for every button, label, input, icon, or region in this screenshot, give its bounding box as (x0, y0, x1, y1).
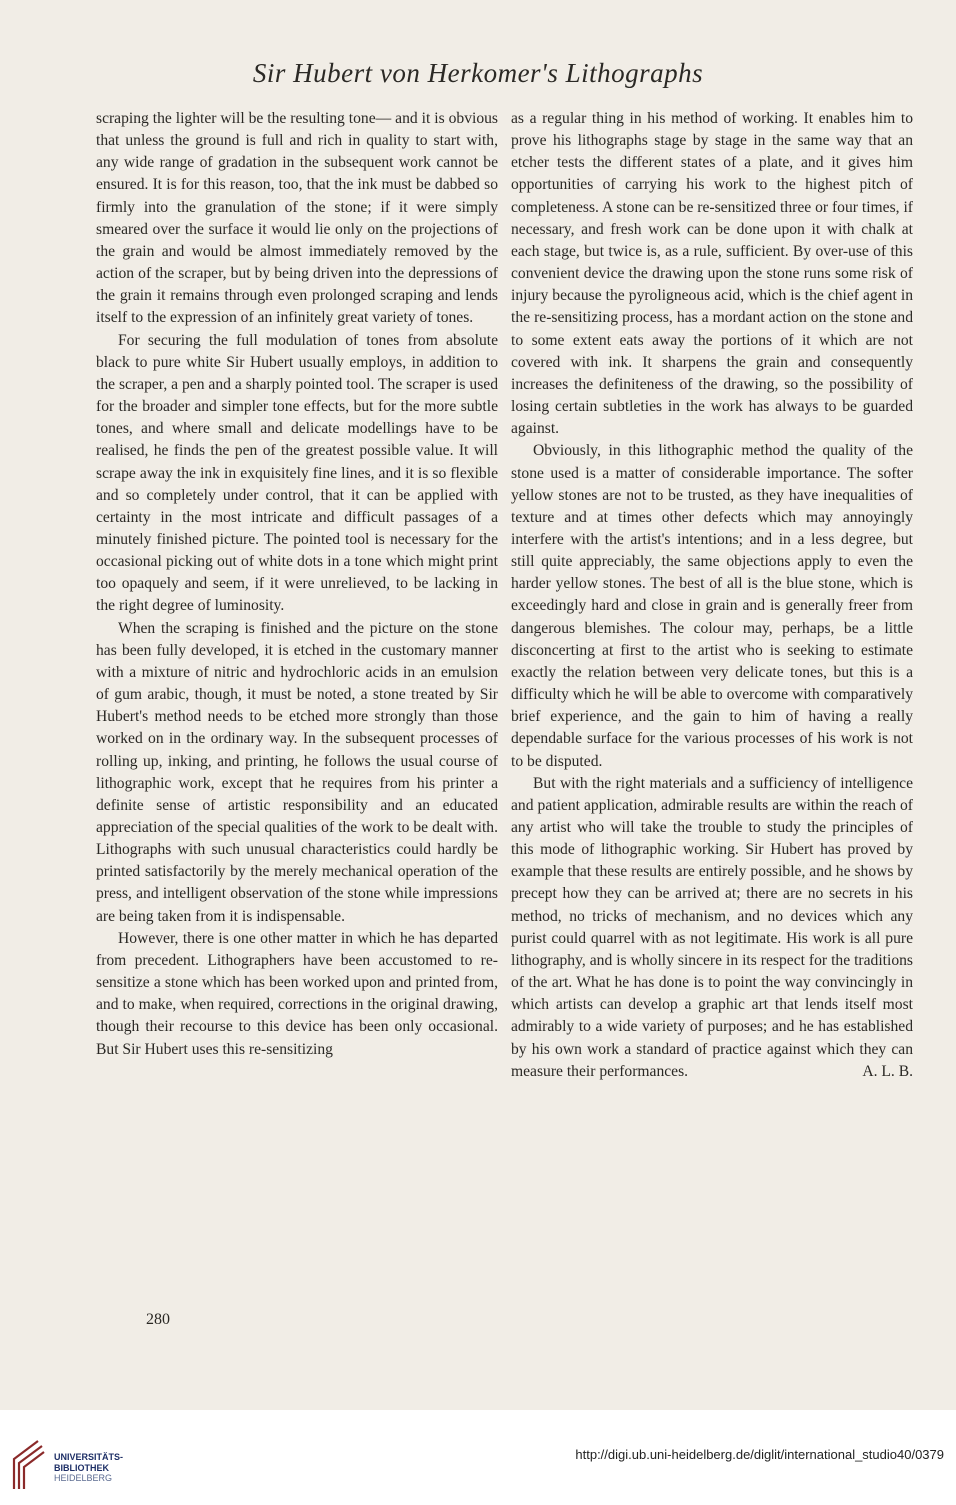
library-name-line: BIBLIOTHEK (54, 1462, 109, 1473)
library-name-line: UNIVERSITÄTS- (54, 1452, 124, 1462)
paragraph: For securing the full modulation of tones from absolute black to pure white Sir Hubert usually employs, in addition to the scraper, a pen and a sharply pointed tool. The scraper is used for the broader and simpler tone effects, but for the more subtle tones, and where small and delicate modellings have to be realised, he finds the pen of the greatest possible value. It will scrape away the ink in exquisitely fine lines, and it is so flexible and so completely under control, that it can be applied with certainty in the most intricate and difficult passages of a minutely finished picture. The pointed tool is necessary for the occasional picking out of white dots in a tone which might print too opaquely and seem, if it were unrelieved, to be lacking in the right degree of luminosity. (96, 331, 498, 615)
paragraph (511, 773, 913, 1083)
paragraph: scraping the lighter will be the resulting tone— and it is obvious that unless the ground is full and rich in quality to start with, any wide range of gradation in the subsequent work cannot be ensured. It is for this reason, too, that the ink must be dabbed so firmly into the granulation of the stone; if it were simply smeared over the surface it would lie only on the projections of the grain and would be almost immediately removed by the action of the scraper, but by being driven into the depressions of the grain it remains through even prolonged scraping and lends itself to the expression of an infinitely great variety of tones. (96, 110, 498, 327)
source-url-link[interactable]: http://digi.ub.uni-heidelberg.de/diglit/international_studio40/0379 (575, 1447, 944, 1462)
author-signature: A. L. B. (862, 1062, 913, 1080)
library-name-line: HEIDELBERG (54, 1473, 113, 1483)
paragraph-text: But with the right materials and a sufficiency of intelligence and patient application, admirable results are within the reach of any artist who will take the trouble to study the principles of this mode of lithographic working. Sir Hubert has proved by example that these results are entirely possible, and he shows by precept how they can be arrived at; there are no secrets in his method, no tricks of mechanism, and no devices which any purist could quarrel with as not legitimate. His work is all pure lithography, and is wholly sincere in its respect for the traditions of the art. What he has done is to point the way convincingly in which artists can develop a graphic art that lends itself most admirably to a wide variety of purposes; and he has established by his own work a standard of practice against which they can measure their performances. (511, 774, 913, 1080)
right-column (511, 108, 913, 1083)
library-name (54, 1452, 123, 1484)
page-number: 280 (146, 1311, 170, 1328)
paragraph: However, there is one other matter in which he has departed from precedent. Lithographers have been accustomed to re-sensitize a stone which has been worked upon and printed from, and to make, when required, corrections in the original drawing, though their recourse to this device has been only occasional. But Sir Hubert uses this re-sensitizing (96, 929, 498, 1058)
running-head: Sir Hubert von Herkomer's Lithographs (252, 58, 704, 88)
paragraph: as a regular thing in his method of working. It enables him to prove his lithographs stage by stage in the same way that an etcher tests the different states of a plate, and it gives him opportunities of carrying his work to the highest pitch of completeness. A stone can be re-sensitized three or four times, if necessary, and fresh work can be done upon it with chalk at each stage, but twice is, as a rule, sufficient. By over-use of this convenient device the drawing upon the stone runs some risk of injury because the pyroligneous acid, which is the chief agent in the re-sensitizing process, has a mordant action on the stone and to some extent eats away the portions of it which are not covered with ink. It sharpens the grain and consequently increases the definiteness of the drawing, so the possibility of losing certain subtleties in the work has always to be guarded against. (511, 110, 913, 438)
left-column (96, 108, 498, 1061)
paragraph: When the scraping is finished and the picture on the stone has been fully developed, it is etched in the customary manner with a mixture of nitric and hydrochloric acids in an emulsion of gum arabic, though, it must be noted, a stone treated by Sir Hubert's method needs to be etched more strongly than those worked on in the ordinary way. In the subsequent processes of rolling up, inking, and printing, he follows the usual course of lithographic work, except that he requires from his printer a definite sense of artistic responsibility and an educated appreciation of the special qualities of the work to be dealt with. Lithographs with such unusual characteristics could hardly be printed satisfactorily by the merely mechanical operation of the press, and intelligent observation of the stone while impressions are being taken from it is indispensable. (96, 619, 498, 925)
ub-heidelberg-logo-icon (8, 1437, 46, 1491)
paragraph: Obviously, in this lithographic method the quality of the stone used is a matter of considerable importance. The softer yellow stones are not to be trusted, as they have inequalities of texture and at times other defects which may annoyingly interfere with the artist's intentions; and in a less degree, but still quite appreciably, the same objections apply to even the harder yellow stones. The best of all is the blue stone, which is exceedingly hard and close in grain and is generally freer from dangerous blemishes. The colour may, perhaps, be a little disconcerting at first to the artist who is seeking to estimate exactly the relation between very delicate tones, but this is a difficulty which he will be able to overcome with comparatively brief experience, and the gain to him of having a really dependable surface for the various processes of his work is not to be disputed. (511, 442, 913, 770)
